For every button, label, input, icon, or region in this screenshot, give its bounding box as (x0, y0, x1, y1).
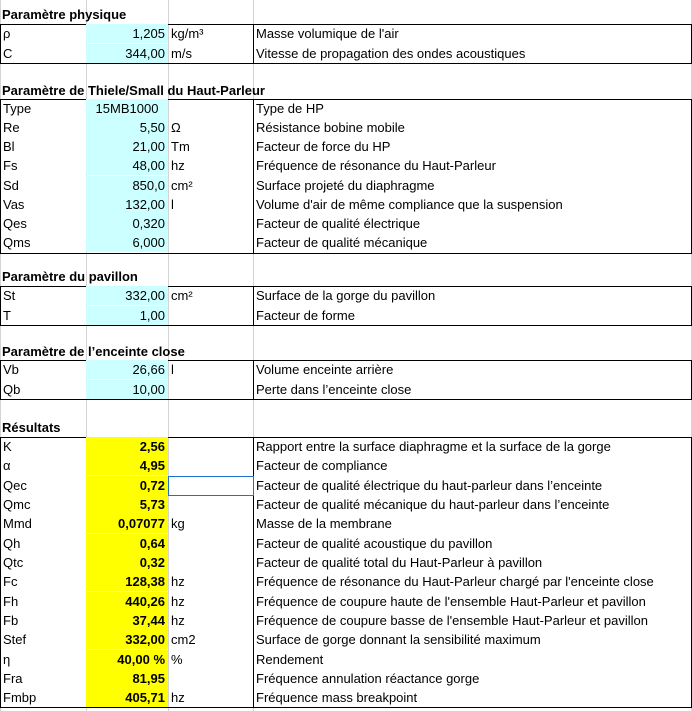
param-unit[interactable]: cm² (171, 288, 193, 303)
param-unit[interactable]: kg/m³ (171, 26, 204, 41)
result-value[interactable]: 4,95 (86, 456, 168, 475)
section-title[interactable]: Paramètre du pavillon (2, 269, 138, 284)
param-value-input[interactable]: 6,000 (86, 233, 168, 252)
result-unit[interactable]: kg (171, 516, 185, 531)
param-label[interactable]: Type (3, 101, 32, 116)
result-value[interactable]: 0,07077 (86, 514, 168, 533)
param-description[interactable]: Type de HP (256, 101, 324, 116)
result-value[interactable]: 332,00 (86, 630, 168, 649)
result-description[interactable]: Rapport entre la surface diaphragme et la surface de la gorge (256, 439, 611, 454)
result-unit[interactable]: hz (171, 574, 185, 589)
param-label[interactable]: Vas (3, 197, 25, 212)
param-unit[interactable]: l (171, 362, 174, 377)
param-label[interactable]: C (3, 46, 13, 61)
result-description[interactable]: Facteur de qualité acoustique du pavillon (256, 536, 493, 551)
result-unit[interactable]: hz (171, 613, 185, 628)
result-label[interactable]: K (3, 439, 12, 454)
result-description[interactable]: Fréquence de coupure basse de l'ensemble Haut-Parleur et pavillon (256, 613, 648, 628)
param-unit[interactable] (168, 233, 252, 252)
result-value[interactable]: 81,95 (86, 669, 168, 688)
param-label[interactable]: Fs (3, 158, 18, 173)
param-value-input[interactable]: 344,00 (86, 44, 168, 63)
param-unit[interactable]: cm² (171, 178, 193, 193)
param-label[interactable]: ρ (3, 26, 11, 41)
param-description[interactable]: Surface projeté du diaphragme (256, 178, 435, 193)
result-value[interactable]: 128,38 (86, 572, 168, 591)
result-description[interactable]: Fréquence de coupure haute de l'ensemble Haut-Parleur et pavillon (256, 594, 646, 609)
result-value[interactable]: 440,26 (86, 592, 168, 611)
result-description[interactable]: Facteur de qualité total du Haut-Parleur à pavillon (256, 555, 543, 570)
param-label[interactable]: Qes (3, 216, 27, 231)
result-label[interactable]: α (3, 458, 11, 473)
result-unit[interactable]: cm2 (171, 632, 196, 647)
result-description[interactable]: Rendement (256, 652, 324, 667)
param-description[interactable]: Fréquence de résonance du Haut-Parleur (256, 158, 496, 173)
result-description[interactable]: Facteur de compliance (256, 458, 388, 473)
param-unit[interactable]: l (171, 197, 174, 212)
result-description[interactable]: Fréquence annulation réactance gorge (256, 671, 480, 686)
param-description[interactable]: Facteur de qualité mécanique (256, 235, 428, 250)
result-unit[interactable] (168, 534, 252, 553)
param-value-input[interactable]: 48,00 (86, 156, 168, 175)
result-label[interactable]: Qtc (3, 555, 24, 570)
result-label[interactable]: Fb (3, 613, 19, 628)
section-title[interactable]: Paramètre de Thiele/Small du Haut-Parleur (2, 83, 265, 98)
param-description[interactable]: Facteur de forme (256, 308, 355, 323)
result-description[interactable]: Masse de la membrane (256, 516, 392, 531)
param-description[interactable]: Volume d'air de même compliance que la suspension (256, 197, 563, 212)
result-description[interactable]: Facteur de qualité électrique du haut-parleur dans l’enceinte (256, 478, 603, 493)
result-value[interactable]: 0,32 (86, 553, 168, 572)
result-unit[interactable] (168, 437, 252, 456)
param-description[interactable]: Facteur de force du HP (256, 139, 391, 154)
result-description[interactable]: Fréquence mass breakpoint (256, 690, 418, 705)
result-label[interactable]: Fh (3, 594, 19, 609)
result-value[interactable]: 405,71 (86, 688, 168, 707)
result-unit[interactable] (168, 456, 252, 475)
section-title[interactable]: Résultats (2, 420, 61, 435)
param-unit[interactable] (168, 380, 252, 399)
result-description[interactable]: Fréquence de résonance du Haut-Parleur chargé par l'enceinte close (256, 574, 654, 589)
result-value[interactable]: 2,56 (86, 437, 168, 456)
param-value-input[interactable]: 26,66 (86, 360, 168, 379)
param-label[interactable]: Vb (3, 362, 19, 377)
param-description[interactable]: Surface de la gorge du pavillon (256, 288, 436, 303)
param-value-input[interactable]: 10,00 (86, 380, 168, 399)
param-description[interactable]: Volume enceinte arrière (256, 362, 394, 377)
result-value[interactable]: 37,44 (86, 611, 168, 630)
param-unit[interactable]: Ω (171, 120, 181, 135)
param-unit[interactable] (168, 99, 252, 118)
param-value-input[interactable]: 5,50 (86, 118, 168, 137)
result-value[interactable]: 5,73 (86, 495, 168, 514)
result-unit[interactable]: % (171, 652, 183, 667)
param-description[interactable]: Perte dans l’enceinte close (256, 382, 412, 397)
result-unit[interactable] (168, 495, 252, 514)
result-label[interactable]: Mmd (3, 516, 32, 531)
result-value[interactable]: 0,72 (86, 476, 168, 495)
result-unit[interactable] (168, 553, 252, 572)
param-description[interactable]: Vitesse de propagation des ondes acoustiques (256, 46, 526, 61)
result-description[interactable]: Facteur de qualité mécanique du haut-parleur dans l’enceinte (256, 497, 610, 512)
result-label[interactable]: Qh (3, 536, 21, 551)
result-value[interactable]: 0,64 (86, 534, 168, 553)
param-value-input[interactable]: 1,205 (86, 24, 168, 43)
param-label[interactable]: Re (3, 120, 20, 135)
result-unit[interactable]: hz (171, 594, 185, 609)
param-unit[interactable] (168, 306, 252, 325)
param-value-input[interactable]: 1,00 (86, 306, 168, 325)
param-value-input[interactable]: 132,00 (86, 195, 168, 214)
result-label[interactable]: η (3, 652, 11, 667)
param-label[interactable]: Sd (3, 178, 19, 193)
param-unit[interactable]: hz (171, 158, 185, 173)
section-title[interactable]: Paramètre physique (2, 7, 127, 22)
result-label[interactable]: Fc (3, 574, 18, 589)
result-unit[interactable]: hz (171, 690, 185, 705)
param-value-input[interactable]: 332,00 (86, 286, 168, 305)
param-value-input[interactable]: 21,00 (86, 137, 168, 156)
param-label[interactable]: Qms (3, 235, 31, 250)
grid-line (0, 0, 1, 711)
param-label[interactable]: T (3, 308, 11, 323)
result-label[interactable]: Qec (3, 478, 27, 493)
param-unit[interactable]: Tm (171, 139, 190, 154)
active-cell-selection[interactable] (168, 476, 254, 496)
result-label[interactable]: Fra (3, 671, 23, 686)
result-label[interactable]: Stef (3, 632, 27, 647)
param-unit[interactable]: m/s (171, 46, 192, 61)
result-label[interactable]: Fmbp (3, 690, 37, 705)
param-description[interactable]: Masse volumique de l'air (256, 26, 399, 41)
result-label[interactable]: Qmc (3, 497, 31, 512)
param-unit[interactable] (168, 214, 252, 233)
param-value-input[interactable]: 0,320 (86, 214, 168, 233)
section-title[interactable]: Paramètre de l’enceinte close (2, 344, 185, 359)
param-value-input[interactable]: 850,0 (86, 176, 168, 195)
result-description[interactable]: Surface de gorge donnant la sensibilité maximum (256, 632, 541, 647)
param-label[interactable]: Bl (3, 139, 15, 154)
param-description[interactable]: Facteur de qualité électrique (256, 216, 421, 231)
param-label[interactable]: Qb (3, 382, 21, 397)
param-description[interactable]: Résistance bobine mobile (256, 120, 405, 135)
param-label[interactable]: St (3, 288, 16, 303)
result-unit[interactable] (168, 669, 252, 688)
param-value-input[interactable]: 15MB1000 (86, 99, 168, 118)
result-value[interactable]: 40,00 % (86, 650, 168, 669)
